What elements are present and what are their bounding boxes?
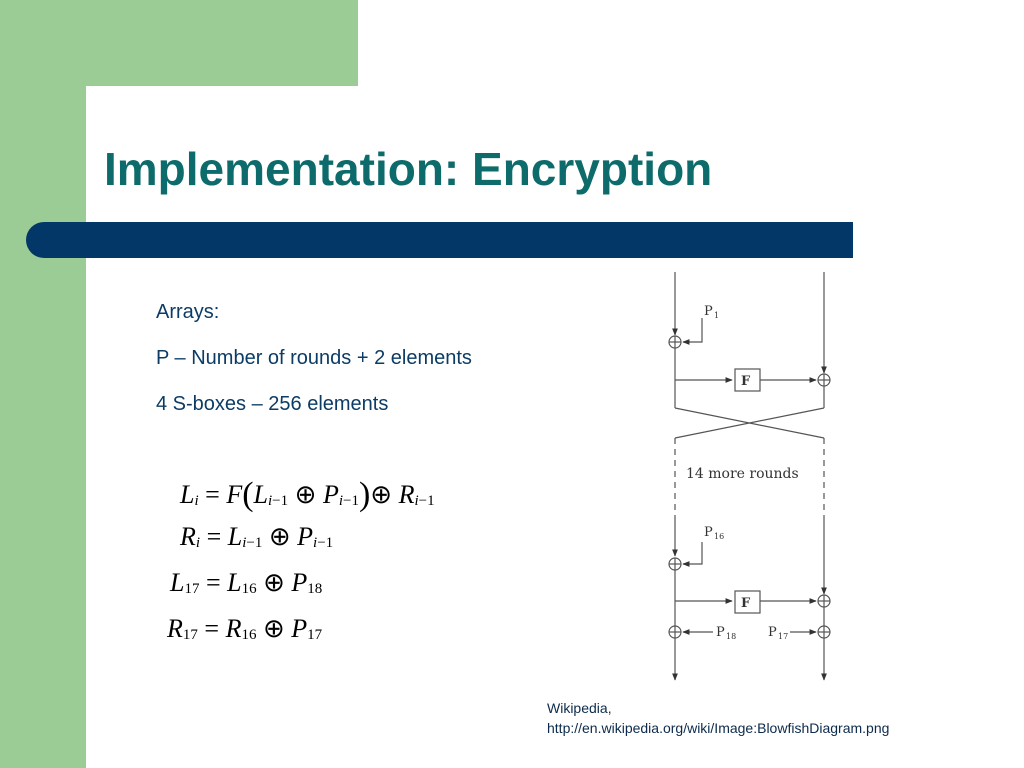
f-label-top: F — [741, 374, 751, 389]
equation-lhs: R — [180, 522, 196, 551]
equation-r17: $R_{17} = R_{16}$ ⊕ $P_{17}$ — [167, 614, 323, 643]
left-accent-band — [0, 0, 86, 768]
p18-subscript: 18 — [726, 632, 737, 641]
list-item-arrays: Arrays: — [156, 301, 220, 323]
p16-label: P — [704, 525, 713, 540]
p17-label: P — [768, 625, 777, 640]
slide-title: Implementation: Encryption — [104, 143, 713, 195]
equation-ri: $R_i = L_{i-1}$ ⊕ $P_{i-1}$ — [180, 522, 334, 551]
credit-source: Wikipedia, — [547, 700, 612, 716]
f-label-bottom: F — [741, 596, 751, 611]
content-list — [156, 298, 472, 436]
p16-subscript: 16 — [714, 532, 725, 541]
p16-arrow — [683, 542, 702, 564]
list-item-p-array: P – Number of rounds + 2 elements — [156, 347, 472, 369]
equation-lhs-subscript: i — [195, 535, 201, 551]
equation-lhs-subscript: i — [194, 493, 199, 509]
equation-l17: $L_{17} = L_{16}$ ⊕ $P_{18}$ — [170, 568, 323, 597]
p1-subscript: 1 — [714, 311, 720, 320]
equation-lhs-subscript: 17 — [182, 627, 198, 643]
content-panel-corner — [86, 86, 146, 146]
equation-lhs: L — [170, 568, 185, 597]
equation-lhs: R — [167, 614, 183, 643]
p17-subscript: 17 — [778, 632, 789, 641]
credit-url[interactable]: http://en.wikipedia.org/wiki/Image:BlowfishDiagram.png — [547, 720, 890, 736]
title-underline-bar — [26, 222, 853, 258]
list-item-s-boxes: 4 S-boxes – 256 elements — [156, 393, 389, 415]
p1-label: P — [704, 304, 713, 319]
top-accent-band — [0, 0, 358, 86]
equation-li: $L_i = F(L_{i-1}$ ⊕ $P_{i-1})\oplus$ $R_{i-1}$ — [180, 476, 435, 513]
blowfish-diagram — [640, 270, 860, 690]
equation-lhs-subscript: 17 — [184, 581, 200, 597]
image-credit — [547, 698, 889, 738]
more-rounds-label: 14 more rounds — [686, 466, 799, 482]
p18-label: P — [716, 625, 725, 640]
equation-lhs: L — [180, 480, 195, 509]
p1-arrow — [683, 318, 702, 342]
